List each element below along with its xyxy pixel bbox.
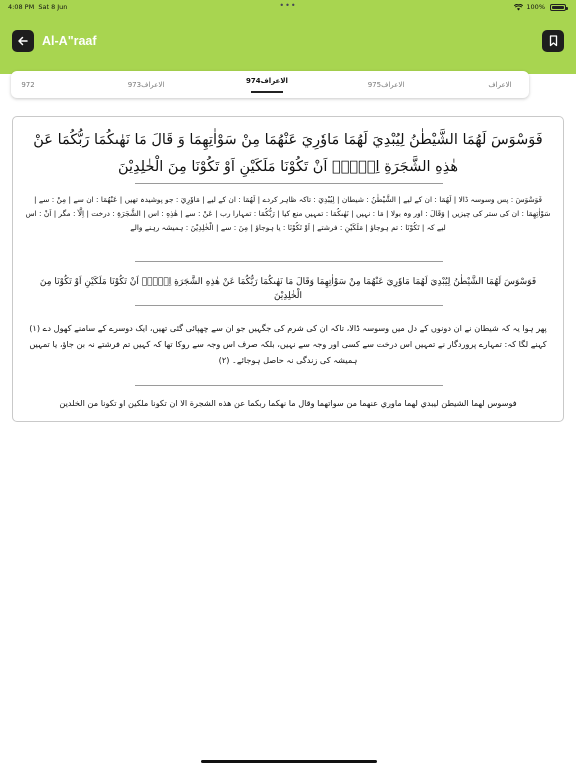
tab-label: 972 xyxy=(21,80,35,89)
status-right xyxy=(514,3,566,11)
status-date: Sat 8 Jun xyxy=(38,3,68,11)
back-button[interactable] xyxy=(12,30,34,52)
tab-974[interactable] xyxy=(232,77,302,98)
app-bar xyxy=(0,0,576,74)
multitask-dots[interactable]: ••• xyxy=(279,1,297,10)
verse-plain-text: فوسوس لهما الشيطن ليبدي لهما ماوري عنهما من سواتهما وقال ما نهكما ربكما عن هذه الشجرة الا ان تكونا ملكين او تكونا من الخلدين xyxy=(59,398,517,408)
tab-label: 974الاعراف xyxy=(246,77,288,85)
divider xyxy=(135,183,443,184)
tab-976[interactable] xyxy=(471,71,529,98)
status-time-text: 4:08 PM xyxy=(8,3,35,11)
verse-card xyxy=(12,116,564,422)
tab-label: 973الاعراف xyxy=(127,80,165,89)
urdu-translation: پھر ہوا یہ کہ شیطان نے ان دونوں کے دل میں وسوسہ ڈالا، تاکہ ان کی شرم کی جگہیں جو ان سے چھپائی گئی تھیں، ایک دوسرے کے سامنے کھول دے (۱) کہنے لگا کہ: تمہارے پروردگار نے تمہیں اس درخت سے کسی اور وجہ سے نہیں، بلکہ صرف اس وجہ سے روکا تھا کہ کہیں تم فرشتے نہ بن جاؤ، یا تمہیں ہمیشہ کی زندگی نہ حاصل ہوجائے۔ (۲) xyxy=(29,323,547,365)
tab-975[interactable] xyxy=(356,71,416,98)
bookmark-icon xyxy=(548,35,559,47)
bookmark-button[interactable] xyxy=(542,30,564,52)
tab-label: الاعراف xyxy=(488,80,512,89)
tab-label: 975الاعراف xyxy=(367,80,405,89)
verse-arabic-small: فَوَسْوَسَ لَهُمَا الشَّيْطٰنُ لِيُبْدِيَ لَهُمَا مَاوٗرِيَ عَنْهُمَا مِنْ سَوْاٰتِهِمَا وَقَالَ مَا نَهٰىكُمَا رَبُّكُمَا عَنْ هٰذِهِ الشَّجَرَةِ اِلَّاۤ اَنْ تَكُوْنَا مَلَكَيْنِ اَوْ تَكُوْنَا مِنَ الْخٰلِدِيْنَ xyxy=(39,277,537,301)
battery-percent: 100% xyxy=(526,3,545,11)
word-by-word-translation: فَوَسْوَسَ : پس وسوسہ ڈالا | لَهُمَا : ان کے لیے | الشَّيْطٰنُ : شیطان | لِيُبْدِيَ : تاکہ ظاہر کردے | لَهُمَا : ان کے لیے | مَاوٗرِيَ : جو پوشیدہ تھیں | عَنْهُمَا : ان سے | مِنْ : سے | سَوْاٰتِهِمَا : ان کی ستر کی چیزیں | وَقَالَ : اور وہ بولا | مَا : نہیں | نَهٰىكُمَا : تمہیں منع کیا | رَبُّكُمَا : تمہارا رب | عَنْ : سے | هٰذِهِ : اس | الشَّجَرَةِ : درخت | اِلَّآ : مگر | اَنْ : اس لیے کہ | تَكُوْنَا : تم ہوجاؤ | مَلَكَيْنِ : فرشتے | اَوْ تَكُوْنَا : یا ہوجاؤ | مِنَ : سے | الْخٰلِدِيْنَ : ہمیشہ رہنے والے xyxy=(25,195,551,232)
home-indicator[interactable] xyxy=(201,760,377,763)
divider xyxy=(135,305,443,306)
divider xyxy=(135,385,443,386)
wifi-icon xyxy=(514,4,523,11)
verse-tabs xyxy=(11,71,529,98)
battery-icon xyxy=(550,4,566,11)
status-bar xyxy=(0,0,576,16)
active-tab-indicator xyxy=(251,91,283,93)
header xyxy=(0,26,576,58)
tab-972[interactable] xyxy=(11,71,45,98)
status-time xyxy=(8,3,67,11)
page-title: Al-A"raaf xyxy=(42,34,97,48)
arrow-left-icon xyxy=(17,35,29,47)
verse-arabic: فَوَسْوَسَ لَهُمَا الشَّيْطٰنُ لِيُبْدِيَ لَهُمَا مَاوٗرِيَ عَنْهُمَا مِنْ سَوْاٰتِهِمَا وَ قَالَ مَا نَهٰىكُمَا رَبُّكُمَا عَنْ هٰذِهِ الشَّجَرَةِ اِلَّاۤ اَنْ تَكُوْنَا مَلَكَيْنِ اَوْ تَكُوْنَا مِنَ الْخٰلِدِيْنَ xyxy=(33,132,543,175)
tab-973[interactable] xyxy=(116,71,176,98)
divider xyxy=(135,261,443,262)
